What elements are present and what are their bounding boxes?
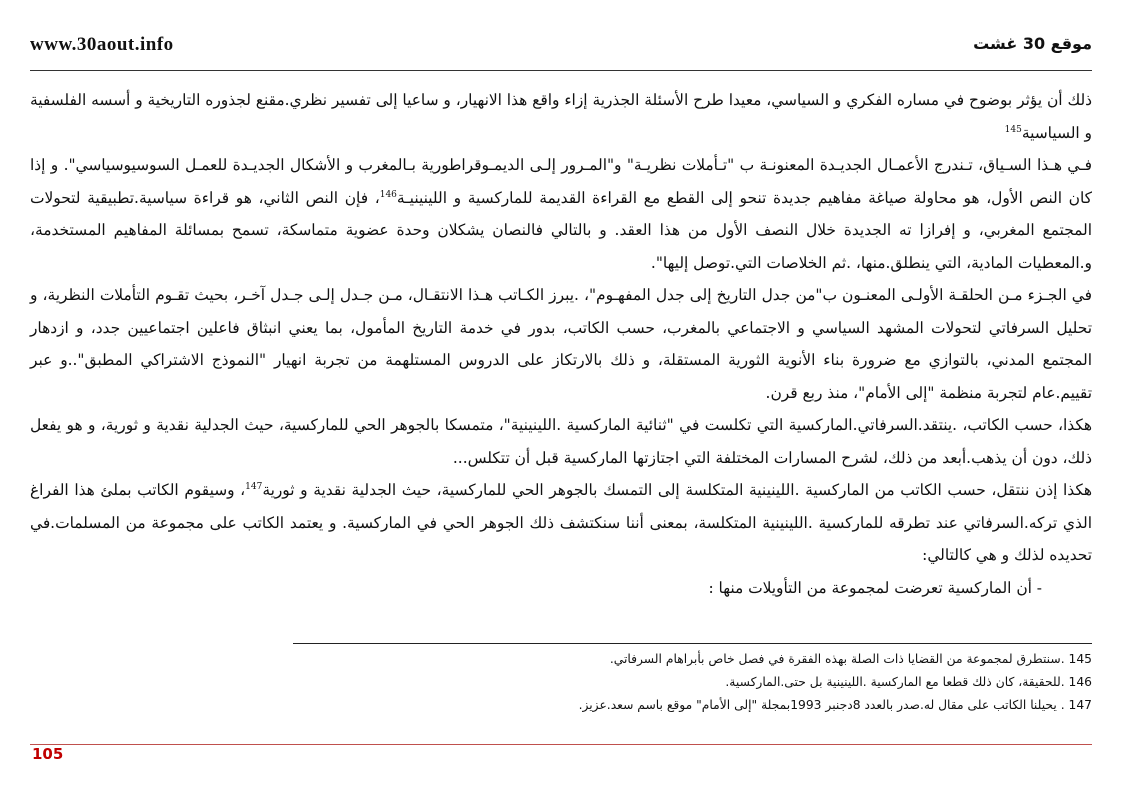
paragraph-2 (30, 149, 1092, 279)
main-text (30, 84, 1092, 604)
paragraph-4: هكذا، حسب الكاتب، .ينتقد.السرفاتي.الماركسية التي تكلست في "ثنائية الماركسية .اللينينية"، متمسكا بالجوهر الحي للماركسية، حيث الجدلية نقدية و ثورية، و هو يفعل ذلك، دون أن يذهب.أبعد من ذلك، لشرح المسارات المختلفة التي اجتازتها الماركسية قبل أن تتكلس... (30, 416, 1092, 467)
footnote-ref-146[interactable]: 146 (379, 189, 397, 200)
footnote-ref-147[interactable]: 147 (245, 481, 263, 492)
header-divider (30, 70, 1092, 71)
list-item: - أن الماركسية تعرضت لمجموعة من التأويلات منها : (708, 578, 1042, 597)
footer-divider (30, 744, 1092, 745)
footnote-147: 147 . يحيلنا الكاتب على مقال له.صدر بالعدد 8دجنبر 1993بمجلة "إلى الأمام" موقع باسم سعد.عزيز. (578, 698, 1092, 712)
footnote-145: 145 .سنتطرق لمجموعة من القضايا ذات الصلة بهذه الفقرة في فصل خاص بأبراهام السرفاتي. (609, 652, 1092, 666)
paragraph-1 (30, 84, 1092, 149)
page-header (30, 34, 1092, 64)
paragraph-5-text-a: هكذا إذن ننتقل، حسب الكاتب من الماركسية .اللينينية المتكلسة إلى التمسك بالجوهر الحي للماركسية، حيث الجدلية نقدية و ثورية (262, 481, 1093, 499)
site-url[interactable]: www.30aout.info (30, 34, 174, 55)
footnote-ref-145[interactable]: 145 (1004, 124, 1022, 135)
footnote-divider (293, 643, 1092, 644)
footnotes (293, 648, 1092, 717)
paragraph-2-text-b: ، فإن النص الثاني، هو قراءة سياسية.تطبيقية لتحولات المجتمع المغربي، و إفرازا ته الجديدة خلال النصف الأول من هذا العقد. و بالتالي فالنصان يشكلان وحدة عضوية متماسكة، تسمح بمسائلة المفاهيم المستخدمة، و.المعطيات المادية، التي ينطلق.منها، .ثم الخلاصات التي.توصل إليها". (30, 188, 1092, 272)
site-title: موقع 30 غشت (973, 34, 1092, 53)
paragraph-2-text-a: فـي هـذا السـياق، تـندرج الأعمـال الجديـدة المعنونـة ب "تـأملات نظريـة" و"المـرور إلـى الديمـوقراطورية بـالمغرب و الأشكال الجديـدة للعمـل السوسيوسياسي". و إذا كان النص الأول، هو محاولة صياغة مفاهيم جديدة تنحو إلى القطع مع القراءة القديمة للماركسية و اللينينيـة (30, 156, 1092, 207)
paragraph-1-text: ذلك أن يؤثر بوضوح في مساره الفكري و السياسي، معيدا طرح الأسئلة الجذرية إزاء واقع هذا الانهيار، و ساعيا إلى تفسير نظري.مقنع لجذوره التاريخية و أسسه الفلسفية و السياسية (30, 91, 1092, 142)
page-number: 105 (32, 745, 64, 763)
paragraph-5 (30, 474, 1092, 572)
paragraph-3: في الجـزء مـن الحلقـة الأولـى المعنـون ب"من جدل التاريخ إلى جدل المفهـوم"، .يبرز الكـاتب هـذا الانتقـال، مـن جـدل إلـى جـدل آخـر، بحيث تقـوم التأملات النظرية، و تحليل السرفاتي لتحولات المشهد السياسي و الاجتماعي بالمغرب، حسب الكاتب، بدور في خدمة التاريخ المأمول، بما يعني انبثاق فاعلين اجتماعيين جدد، و ازدهار المجتمع المدني، بالتوازي مع ضرورة بناء الأنوية الثورية المستقلة، و ذلك بالارتكاز على الدروس المستلهمة من تجربة انهيار "النموذج الاشتراكي المطبق"..و عبر تقييم.عام لتجربة منظمة "إلى الأمام"، منذ ربع قرن. (30, 286, 1092, 402)
footnote-146: 146 .للحقيقة، كان ذلك قطعا مع الماركسية .اللينينية بل حتى.الماركسية. (725, 675, 1092, 689)
paragraph-5-text-b: ، وسيقوم الكاتب بملئ هذا الفراغ الذي تركه.السرفاتي عند تطرقه للماركسية .اللينينية المتكلسة، بمعنى أننا سنكتشف ذلك الجوهر الحي في الماركسية. و يعتمد الكاتب على مجموعة من المسلمات.في تحديده لذلك و هي كالتالي: (30, 481, 1092, 564)
